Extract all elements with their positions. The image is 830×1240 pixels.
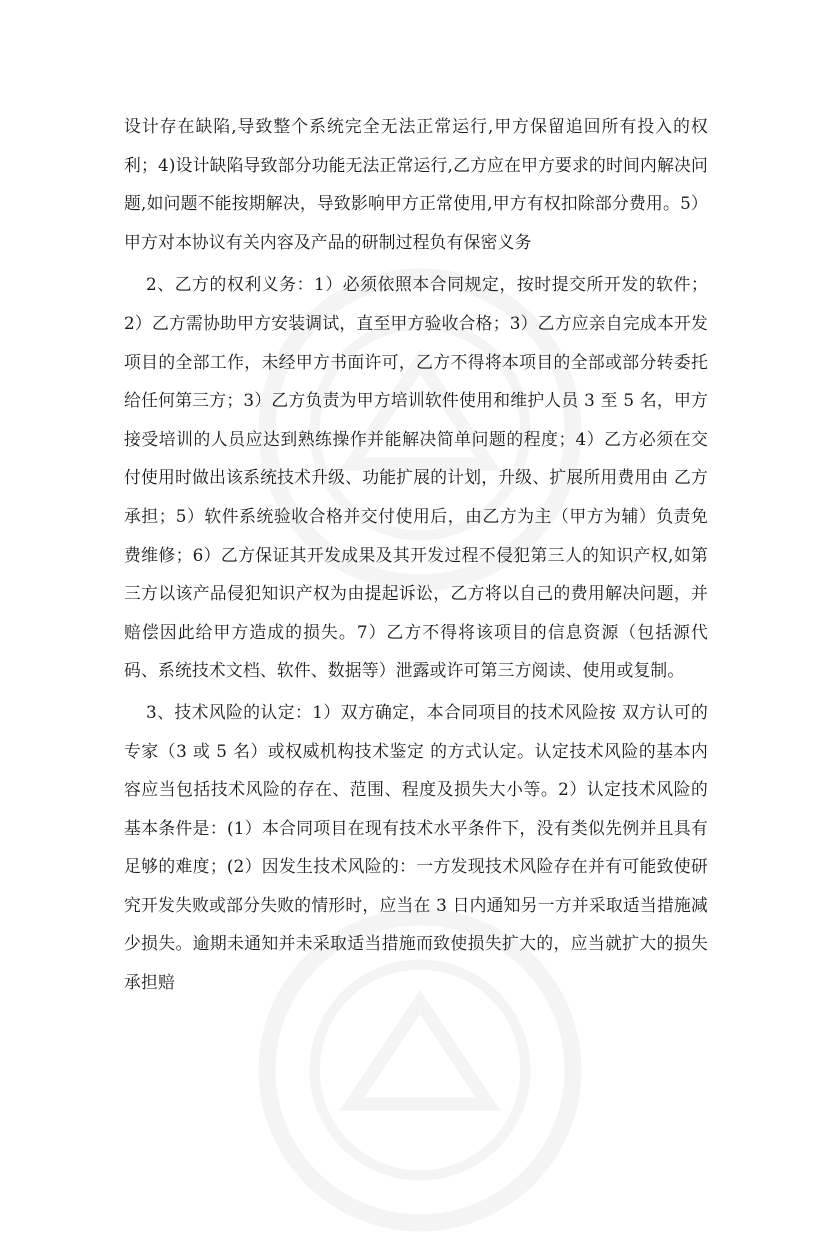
paragraph-2 — [124, 265, 708, 690]
document-body — [124, 107, 708, 1002]
paragraph-2-text: 2、乙方的权利义务：1）必须依照本合同规定，按时提交所开发的软件；2）乙方需协助甲方安装调试，直至甲方验收合格；3）乙方应亲自完成本开发项目的全部工作，未经甲方书面许可，乙方不得将本项目的全部或部分转委托给任何第三方；3）乙方负责为甲方培训软件使用和维护人员 3 至 5 名，甲方接受培训的人员应达到熟练操作并能解决简单问题的程度；4）乙方必须在交付使用时做出该系统技术升级、功能扩展的计划，升级、扩展所用费用由 乙方 承担；5）软件系统验收合格并交付使用后，由乙方为主（甲方为辅）负责免费维修；6）乙方保证其开发成果及其开发过程不侵犯第三人的知识产权,如第三方以该产品侵犯知识产权为由提起诉讼，乙方将以自己的费用解决问题，并赔偿因此给甲方造成的损失。7）乙方不得将该项目的信息资源（包括源代码、系统技术文档、软件、数据等）泄露或许可第三方阅读、使用或复制。 — [124, 274, 708, 681]
paragraph-1: 设计存在缺陷,导致整个系统完全无法正常运行,甲方保留追回所有投入的权利；4)设计缺陷导致部分功能无法正常运行,乙方应在甲方要求的时间内解决问题,如问题不能按期解决，导致影响甲方正常使用,甲方有权扣除部分费用。5）甲方对本协议有关内容及产品的研制过程负有保密义务 — [124, 116, 708, 252]
paragraph-3 — [124, 693, 708, 1002]
paragraph-3-text: 3、技术风险的认定：1）双方确定，本合同项目的技术风险按 双方认可的专家（3 或 5 名）或权威机构技术鉴定 的方式认定。认定技术风险的基本内容应当包括技术风险的存在、范围、程度及损失大小等。2）认定技术风险的基本条件是：(1）本合同项目在现有技术水平条件下，没有类似先例并且具有足够的难度；(2）因发生技术风险的：一方发现技术风险存在并有可能致使研究开发失败或部分失败的情形时，应当在 3 日内通知另一方并采取适当措施减少损失。逾期未通知并未采取适当措施而致使损失扩大的，应当就扩大的损失承担赔 — [124, 701, 708, 993]
